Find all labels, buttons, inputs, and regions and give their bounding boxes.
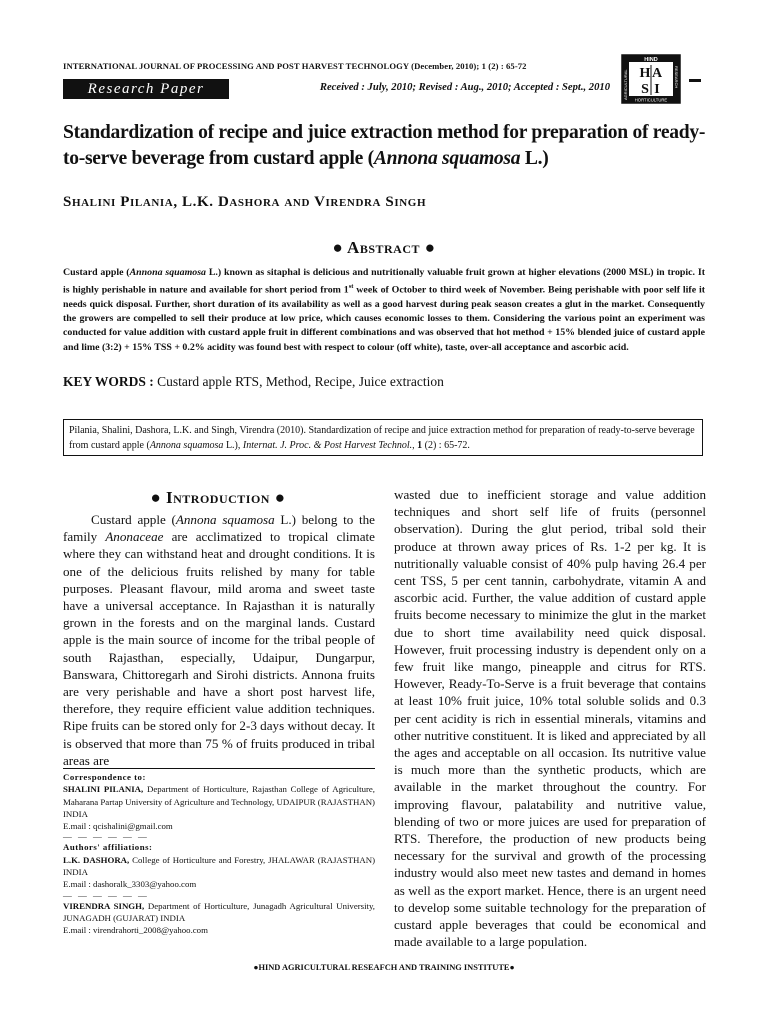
affiliation-name-2: VIRENDRA SINGH,: [63, 900, 145, 911]
affiliation-name-1: L.K. DASHORA,: [63, 854, 130, 865]
citation-text-2: L.),: [223, 440, 243, 451]
introduction-column-2: [394, 486, 706, 950]
correspondence-entry: [63, 783, 375, 820]
logo-letter-s: S: [641, 82, 649, 97]
citation-pages: (2) : 65-72.: [422, 440, 470, 451]
keywords-text: Custard apple RTS, Method, Recipe, Juice extraction: [153, 374, 444, 389]
abstract-text-2: L.) known as sitaphal is delicious and nutritionally valuable fruit grown at higher elevations (2000 MSL) in tropic. It is highly perishable in nature and available for short period from 1: [63, 267, 705, 296]
affiliation-entry-2: [63, 900, 375, 925]
section-label-bar: Research Paper: [63, 79, 229, 99]
title-text: Standardization of recipe and juice extraction method for preparation of ready-to-serve beverage from custard apple (: [63, 122, 706, 169]
correspondence-email: E.mail : qcishalini@gmail.com: [63, 821, 173, 832]
affiliation-detail-2: Department of Horticulture, Junagadh Agricultural University, JUNAGADH (GUJARAT) INDIA: [63, 900, 375, 923]
introduction-heading: ● Introduction ●: [150, 488, 286, 507]
paper-title: [63, 120, 713, 172]
intro-text-b: L.) belong to the family: [63, 512, 375, 545]
introduction-column-1: [63, 511, 375, 769]
citation-text: Pilania, Shalini, Dashora, L.K. and Singh, Virendra (2010). Standardization of recipe and juice extraction method for preparation of ready-to-serve beverage from custard apple (: [69, 425, 695, 451]
logo-bottom-text: HORTICULTURE: [634, 97, 668, 103]
abstract-heading-text: Abstract: [347, 238, 421, 257]
intro-text-a: Custard apple (: [91, 512, 176, 527]
abstract-species: Annona squamosa: [129, 267, 206, 278]
correspondence-name: SHALINI PILANIA,: [63, 784, 144, 795]
abstract-text-3: week of October to third week of November. Being perishable with poor self life it needs quick disposal. Further, short duration of its availability as well as a good harvest during peak season creates a glut in the market. Consequently the growers are compelled to sell their produce at low price, which causes economic losses to them. Considering the various point an experiment was conducted for value addition with custard apple fruit in different combinations and was observed that hot method + 15% blended juice of custard apple and lime (3:2) + 15% TSS + 0.2% acidity was found best with respect to colour (off white), taste, over-all acceptance and ascorbic acid.: [63, 284, 705, 353]
title-end: L.): [520, 148, 549, 169]
intro-text-c: are acclimatized to tropical climate where they can withstand heat and drought conditions. It is one of the delicious fruits relished by many for table purposes. Pleasant flavour, mild aroma and sweet taste have a universal acceptance. In Rajasthan it is naturally grown in the forests and on the marginal lands. Custard apple is the main source of income for the tribal people of south Rajasthan, especially, Udaipur, Dungarpur, Banswara, Chittoregarh and Sirohi districts. Annona fruits are very perishable and have a short post harvest life, therefore, they require efficient value addition techniques. Ripe fruits can be stored only for 2-3 days without decay. It is observed that more than 75 % of fruits produced in tribal areas are: [63, 529, 375, 768]
citation-species: Annona squamosa: [149, 440, 224, 451]
journal-header: INTERNATIONAL JOURNAL OF PROCESSING AND POST HARVEST TECHNOLOGY (December, 2010); 1 (2) : 65-72: [63, 61, 527, 71]
logo-letter-h: H: [639, 66, 651, 81]
abstract-text-1: Custard apple (: [63, 267, 130, 278]
correspondence-head: Correspondence to:: [63, 772, 146, 782]
affiliation-email-2: E.mail : virendrahorti_2008@yahoo.com: [63, 925, 208, 936]
affiliations-head: Authors' affiliations:: [63, 842, 153, 853]
introduction-heading-text: Introduction: [166, 488, 270, 507]
citation-volume: 1: [414, 440, 423, 451]
logo-left-text: AGRICULTURAL: [623, 69, 628, 100]
intro-paragraph-2: wasted due to inefficient storage and value addition techniques and short self life of fruits (personnel observation). During the glut period, tribal sold their produce at thrown away prices of Rs. 1-2 per kg. It is nutritionally valuable consist of 40% pulp having 26.4 per cent TSS, 5 per cent tannin, carbohydrate, vitamin A and ascorbic acid. Further, the value addition of custard apple fruits become necessary to minimize the glut in the market due to short time availability need quick disposal. However, fruit processing industry is dependent only on a few fruit like mango, pineapple and citrus for RTS. However, Ready-To-Serve is a fruit beverage that contains at least 10% fruit juice, 10% total soluble solids and 0.3 per cent acidity is rich in essential minerals, vitamins and other nutritive constituent. It is liked and appreciated by all the ages and acceptable on all occasion. Its nutritive value is much more than the synthetic products, which are available in the market throughout the country. For improving flavour, palatability and nutritive value, blending of two or more juices are used for preparation of RTS. Therefore, the production of new products being necessary for the survival and growth of the processing industry would also meet new tastes and demand in homes as well as the export market. Hence, there is an urgent need to develop some suitable technology for the preparation of custard apple beverages that could be economical and made available to a large population.: [394, 487, 706, 950]
institute-logo: [621, 54, 681, 104]
footnote-rule: [63, 768, 375, 769]
abstract-superscript: st: [348, 283, 354, 291]
affiliation-entry-1: [63, 854, 375, 879]
affiliation-email-1: E.mail : dashoralk_3303@yahoo.com: [63, 879, 197, 890]
separator-1: — — — — — —: [63, 831, 149, 842]
logo-right-text: RESEARCH: [674, 66, 679, 89]
title-species: Annona squamosa: [373, 148, 521, 169]
received-dates: Received : July, 2010; Revised : Aug., 2010; Accepted : Sept., 2010: [319, 82, 610, 93]
author-list: Shalini Pilania, L.K. Dashora and Virendra Singh: [63, 194, 427, 210]
logo-letter-i: I: [654, 82, 660, 97]
intro-paragraph-1: [63, 511, 375, 769]
separator-2: — — — — — —: [63, 889, 149, 900]
citation-journal: Internat. J. Proc. & Post Harvest Technol.,: [242, 440, 415, 451]
keywords-label: KEY WORDS :: [63, 374, 154, 389]
intro-family: Anonaceae: [105, 529, 164, 545]
page-footer: ●HIND AGRICULTURAL RESEAFCH AND TRAINING INSTITUTE●: [253, 963, 515, 972]
logo-top-text: HIND: [644, 56, 658, 63]
affiliation-detail-1: College of Horticulture and Forestry, JHALAWAR (RAJASTHAN) INDIA: [63, 854, 375, 878]
abstract-body: [63, 266, 705, 355]
citation-box: [63, 419, 703, 456]
header-dash: [689, 79, 701, 82]
correspondence-detail: Department of Horticulture, Rajasthan College of Agriculture, Maharana Partap University of Agriculture and Technology, UDAIPUR (RAJASTHAN) INDIA: [63, 784, 376, 819]
correspondence-block: [63, 771, 375, 937]
intro-species: Annona squamosa: [175, 512, 275, 527]
logo-letter-a: A: [651, 66, 663, 81]
abstract-heading: ● Abstract ●: [332, 238, 436, 257]
keywords: [63, 374, 705, 390]
